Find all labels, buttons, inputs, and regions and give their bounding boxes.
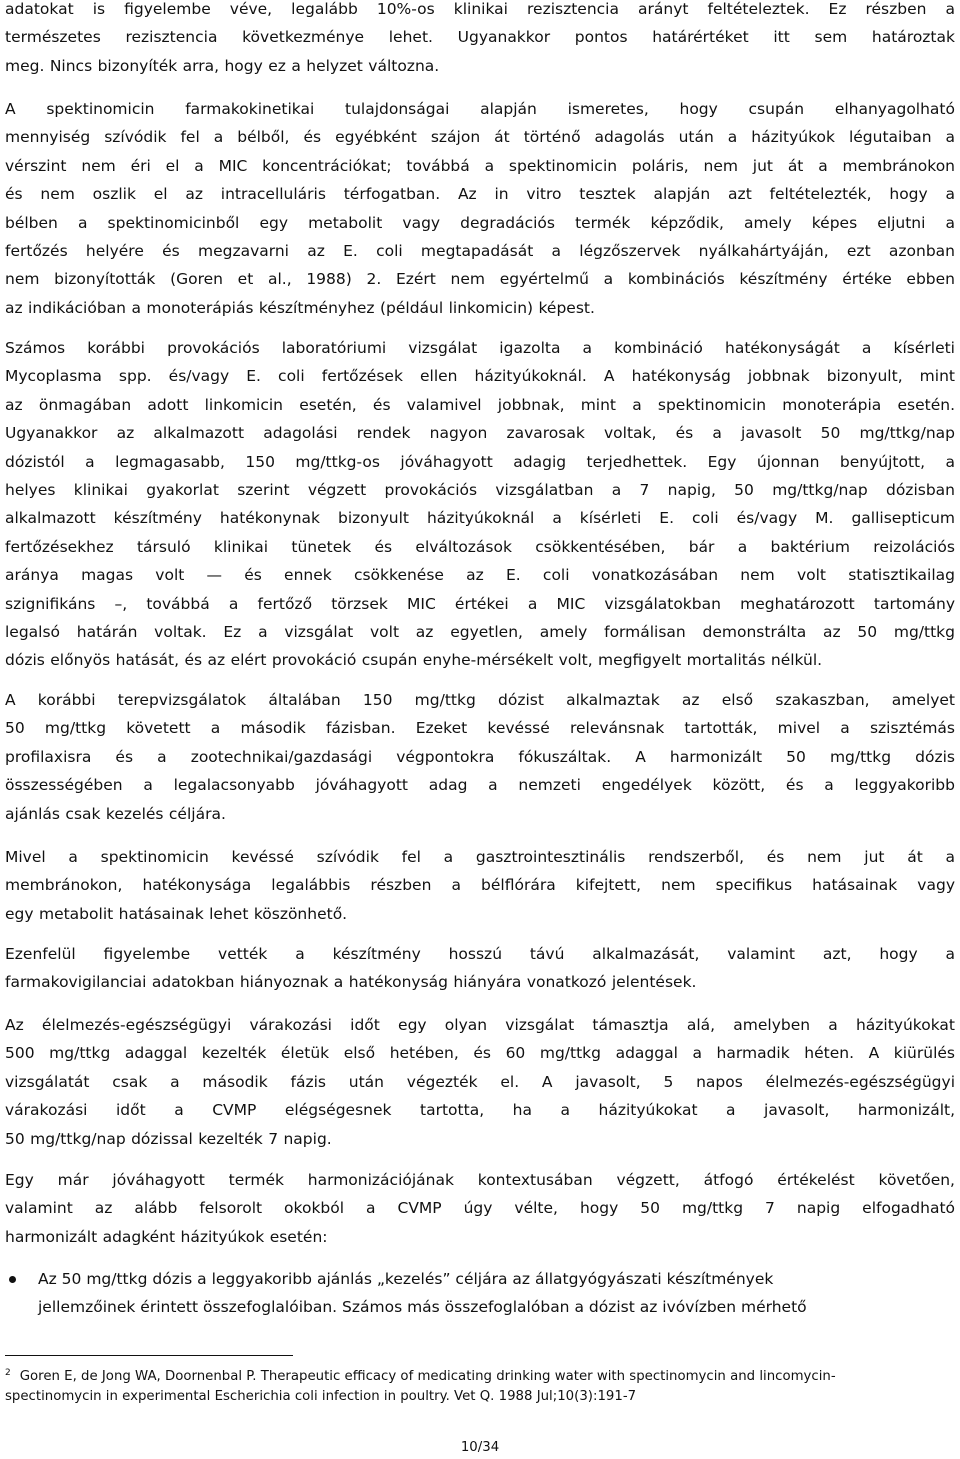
text-line: Egy már jóváhagyott termék harmonizációjának kontextusában végzett, átfogó értékelést követően, <box>5 1171 955 1189</box>
text-line: dózistól a legmagasabb, 150 mg/ttkg-os jóváhagyott adagig terjedhettek. Egy újonnan benyújtott, a <box>5 452 955 471</box>
text-line: adatokat is figyelembe véve, legalább 10%-os klinikai rezisztencia arányt feltételeztek. Ez részben a <box>5 0 955 18</box>
paragraph-pharmacovigilance <box>5 940 955 997</box>
text-line: szignifikáns –, továbbá a fertőző törzsek MIC értékei a MIC vizsgálatokban meghatározott tartomány <box>5 594 955 613</box>
footnote-divider <box>5 1355 293 1356</box>
text-line: fertőzés helyére és megzavarni az E. coli megtapadását a légzőszervek nyálkahártyáján, ezt azonban <box>5 242 955 261</box>
text-line: ajánlás csak kezelés céljára. <box>5 804 226 823</box>
text-line: profilaxisra és a zootechnikai/gazdasági végpontokra fókuszáltak. A harmonizált 50 mg/ttkg dózis <box>5 747 955 766</box>
text-line: Az 50 mg/ttkg dózis a leggyakoribb ajánlás „kezelés” céljára az állatgyógyászati készítmények <box>38 1270 774 1288</box>
list-item <box>5 1265 955 1322</box>
text-line: 50 mg/ttkg/nap dózissal kezelték 7 napig. <box>5 1129 332 1148</box>
text-line: egy metabolit hatásainak lehet köszönhető. <box>5 904 348 923</box>
text-line: várakozási időt a CVMP elégségesnek tartotta, ha a házityúkokat a javasolt, harmonizált, <box>5 1101 955 1120</box>
paragraph-resistance <box>5 0 955 80</box>
footnote-line: spectinomycin in experimental Escherichia coli infection in poultry. Vet Q. 1988 Jul;10(3):191-7 <box>5 1388 637 1404</box>
text-line: legalsó határán voltak. Ez a vizsgálat volt az egyetlen, amely formálisan demonstrálta az 50 mg/ttkg <box>5 623 955 642</box>
footnote <box>5 1364 955 1406</box>
text-line: nem bizonyították (Goren et al., 1988) 2. Ezért nem egyértelmű a kombinációs készítmény értéke ebben <box>5 270 955 289</box>
text-line: Ugyanakkor az alkalmazott adagolási rendek nagyon zavarosak voltak, és a javasolt 50 mg/ttkg/nap <box>5 424 955 443</box>
text-line: összességében a legalacsonyabb jóváhagyott adag a nemzeti engedélyek között, és a leggyakoribb <box>5 776 955 795</box>
text-line: Mycoplasma spp. és/vagy E. coli fertőzések ellen házityúkoknál. A hatékonyság jobbnak bizonyult, mint <box>5 367 955 386</box>
text-line: harmonizált adagként házityúkok esetén: <box>5 1227 328 1246</box>
paragraph-absorption <box>5 843 955 928</box>
text-line: Számos korábbi provokációs laboratóriumi vizsgálat igazolta a kombináció hatékonyságát a kísérleti <box>5 339 955 357</box>
footnote-number: 2 <box>5 1368 11 1378</box>
footnote-text: Goren E, de Jong WA, Doornenbal P. Therapeutic efficacy of medicating drinking water with spectinomycin and lincomycin- <box>19 1369 836 1384</box>
text-line: meg. Nincs bizonyíték arra, hogy ez a helyzet változna. <box>5 56 440 75</box>
text-line: A korábbi terepvizsgálatok általában 150 mg/ttkg dózist alkalmaztak az első szakaszban, amelyet <box>5 691 955 709</box>
text-line: és nem oszlik el az intracelluláris térfogatban. Az in vitro tesztek alapján azt feltételezték, hogy a <box>5 185 955 204</box>
text-line: mennyiség szívódik fel a bélből, és egyébként szájon át történő adagolás után a házityúkok légutaiban a <box>5 128 955 147</box>
text-line: fertőzésekhez társuló klinikai tünetek és elváltozások csökkentésében, bár a baktérium reizolációs <box>5 537 955 556</box>
text-line: vizsgálatát csak a második fázis után végezték el. A javasolt, 5 napos élelmezés-egészségügyi <box>5 1072 955 1091</box>
paragraph-withdrawal-period <box>5 1011 955 1153</box>
text-line: A spektinomicin farmakokinetikai tulajdonságai alapján ismeretes, hogy csupán elhanyagolható <box>5 100 955 118</box>
text-line: valamint az alább felsorolt okokból a CVMP úgy vélte, hogy 50 mg/ttkg 7 napig elfogadható <box>5 1199 955 1218</box>
text-line: aránya magas volt — és ennek csökkenése az E. coli vonatkozásában nem volt statisztikailag <box>5 566 955 585</box>
text-line: Mivel a spektinomicin kevéssé szívódik fel a gasztrointesztinális rendszerből, és nem jut át a <box>5 848 955 866</box>
text-line: bélben a spektinomicinből egy metabolit vagy degradációs termék képződik, amely képes eljutni a <box>5 213 955 232</box>
bullet-list <box>5 1265 955 1322</box>
text-line: 500 mg/ttkg adaggal kezelték életük első hetében, és 60 mg/ttkg adaggal a harmadik héten. A kiürülés <box>5 1044 955 1063</box>
page-number: 10/34 <box>460 1440 500 1455</box>
paragraph-pharmacokinetics <box>5 95 955 322</box>
text-line: Az élelmezés-egészségügyi várakozási időt egy olyan vizsgálat támasztja alá, amelyben a házityúkokat <box>5 1016 955 1034</box>
text-line: farmakovigilanciai adatokban hiányoznak a hatékonyság hiányára vonatkozó jelentések. <box>5 973 697 992</box>
text-line: természetes rezisztencia következménye lehet. Ugyanakkor pontos határértéket itt sem határoztak <box>5 28 955 47</box>
text-line: alkalmazott készítmény hatékonynak bizonyult házityúkoknál a kísérleti E. coli és/vagy M. gallisepticum <box>5 509 955 528</box>
text-line: az önmagában adott linkomicin esetén, és valamivel jobbnak, mint a spektinomicin monoterápia esetén. <box>5 395 955 414</box>
paragraph-cvmp-conclusion <box>5 1166 955 1251</box>
text-line: Ezenfelül figyelembe vették a készítmény hosszú távú alkalmazását, valamint azt, hogy a <box>5 945 955 963</box>
text-line: az indikációban a monoterápiás készítményhez (például linkomicin) képest. <box>5 298 595 317</box>
text-line: membránokon, hatékonysága legalábbis részben a bélflórára kifejtett, nem specifikus hatásainak vagy <box>5 876 955 895</box>
text-line: helyes klinikai gyakorlat szerint végzett provokációs vizsgálatban a 7 napig, 50 mg/ttkg/nap dózisban <box>5 481 955 500</box>
text-line: vérszint nem éri el a MIC koncentrációkat; továbbá a spektinomicin poláris, nem jut át a membránokon <box>5 156 955 175</box>
text-line: jellemzőinek érintett összefoglalóiban. Számos más összefoglalóban a dózist az ivóvízben mérhető <box>38 1298 807 1317</box>
bullet-icon <box>9 1276 16 1283</box>
text-line: dózis előnyös hatását, és az elért provokáció csupán enyhe-mérsékelt volt, megfigyelt mortalitás nélkül. <box>5 651 823 670</box>
paragraph-provocation-studies <box>5 334 955 675</box>
paragraph-field-studies <box>5 686 955 828</box>
footnote-line <box>5 1364 955 1387</box>
text-line: 50 mg/ttkg követett a második fázisban. Ezeket kevéssé relevánsnak tartották, mivel a szisztémás <box>5 719 955 738</box>
